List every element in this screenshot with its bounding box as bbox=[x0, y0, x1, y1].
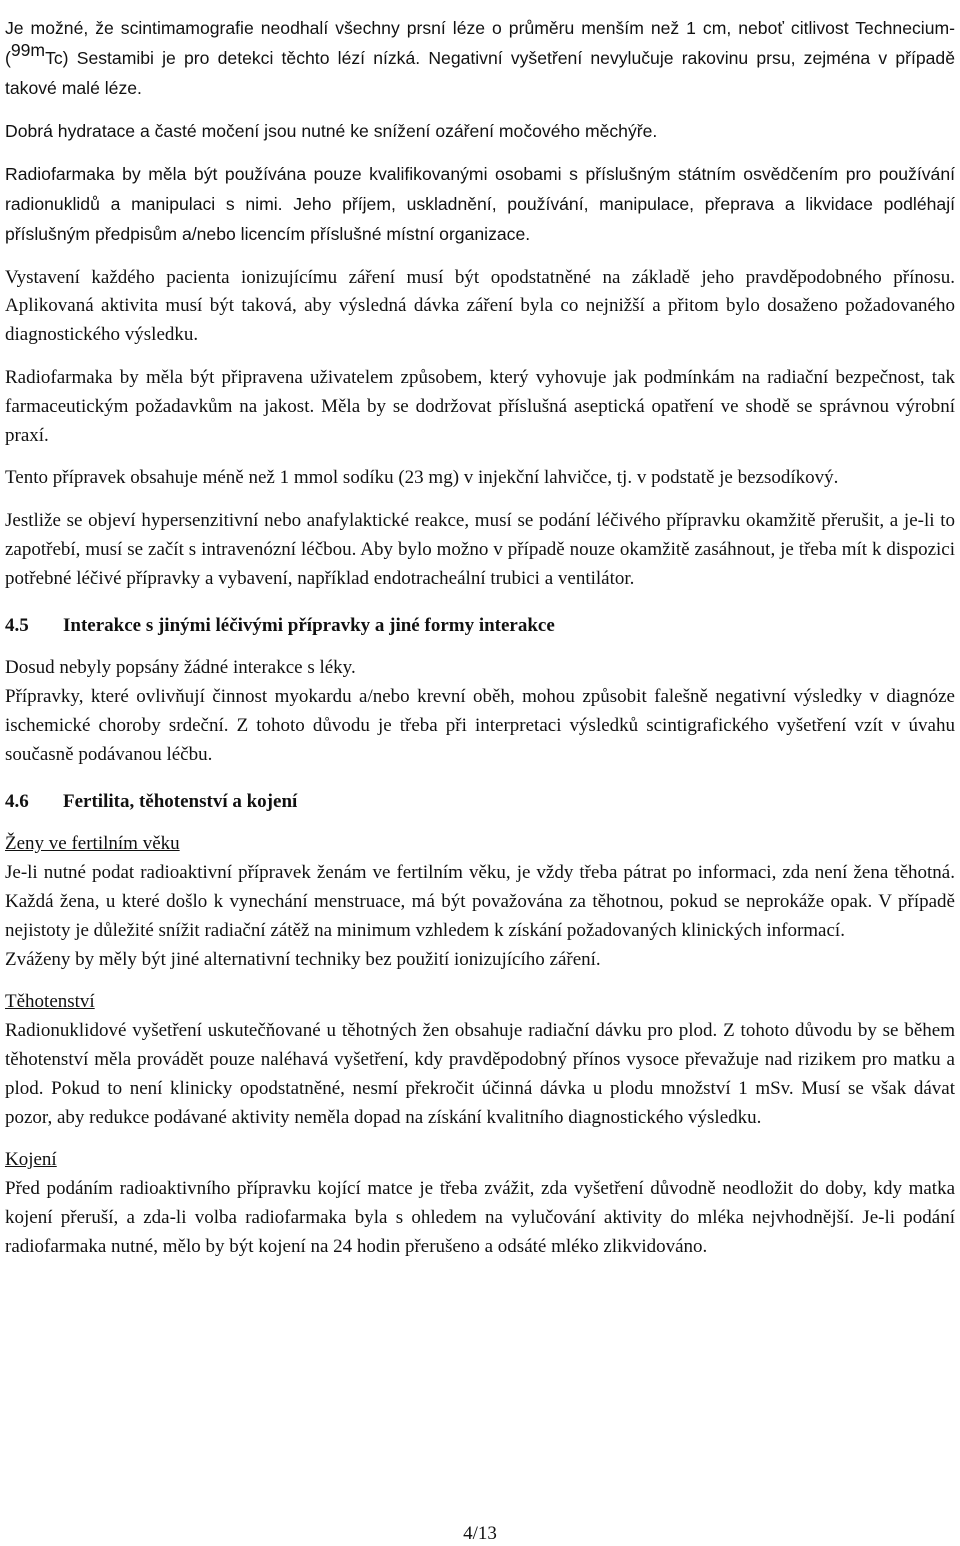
women-paragraph-2: Zváženy by měly být jiné alternativní techniky bez použití ionizujícího záření. bbox=[5, 948, 601, 970]
document-page bbox=[5, 14, 955, 1261]
page-number: 4/13 bbox=[463, 1523, 497, 1544]
section-number: 4.5 bbox=[5, 614, 29, 636]
section-number: 4.6 bbox=[5, 790, 29, 812]
radiopharma-text-b: Jeho příjem, uskladnění, používání, manipulace, přeprava a likvidace podléhají příslušným předpisům a/nebo licencím příslušné místní organizace. bbox=[5, 193, 955, 244]
intro-text-a: Je možné, že scintimamografie neodhalí všechny prsní léze o průměru menším než 1 cm, neboť citlivost Technecium-( bbox=[5, 18, 955, 68]
section-4-5-heading bbox=[5, 612, 955, 641]
radiopharma-paragraph bbox=[5, 160, 955, 249]
section-title: Interakce s jinými léčivými přípravky a jiné formy interakce bbox=[63, 614, 555, 636]
preparation-paragraph: Radiofarmaka by měla být připravena uživatelem způsobem, který vyhovuje jak podmínkám na radiační bezpečnost, tak farmaceutickým požadavkům na jakost. Měla by se dodržovat příslušná aseptická opatření ve shodě se správnou výrobní praxí. bbox=[5, 366, 955, 446]
exposure-paragraph: Vystavení každého pacienta ionizujícímu záření musí být opodstatněné na základě jeho pravděpodobného přínosu. Aplikovaná aktivita musí být taková, aby výsledná dávka záření byla co nejnižší a přitom bylo dosaženo požadovaného diagnostického výsledku. bbox=[5, 266, 955, 346]
women-subheading: Ženy ve fertilním věku bbox=[5, 833, 180, 855]
isotope-superscript: 99m bbox=[10, 39, 46, 60]
section-4-6-heading bbox=[5, 788, 955, 817]
breastfeeding-paragraph: Před podáním radioaktivního přípravku kojící matce je třeba zvážit, zda vyšetření důvodně neodložit do doby, kdy matka kojení přeruší, a zda-li volba radiofarmaka byla s ohledem na vylučování aktivity do mléka nejvhodnější. Je-li podání radiofarmaka nutné, mělo by být kojení na 24 hodin přerušeno a odsáté mléko zlikvidováno. bbox=[5, 1178, 955, 1257]
pregnancy-subheading: Těhotenství bbox=[5, 991, 95, 1013]
radiopharma-text-a: Radiofarmaka by měla být používána pouze kvalifikovanými osobami s příslušným státním osvědčením pro používání radionuklidů a manipulaci s nimi. bbox=[5, 164, 955, 214]
hypersensitivity-paragraph: Jestliže se objeví hypersenzitivní nebo anafylaktické reakce, musí se podání léčivého přípravku okamžitě přerušit, a je-li to zapotřebí, musí se začít s intravenózní léčbou. Aby bylo možno v případě nouze okamžitě zasáhnout, je třeba mít k dispozici potřebné léčivé přípravky a vybavení, například endotracheální trubici a ventilátor. bbox=[5, 510, 955, 589]
women-paragraph: Je-li nutné podat radioaktivní přípravek ženám ve fertilním věku, je vždy třeba pátrat po informaci, zda není žena těhotná. Každá žena, u které došlo k vynechání menstruace, má být považována za těhotnou, pokud se neprokáže opak. V případě nejistoty je důležité snížit radiační zátěž na minimum vzhledem k získání požadovaných klinických informací. bbox=[5, 862, 955, 941]
sodium-paragraph: Tento přípravek obsahuje méně než 1 mmol sodíku (23 mg) v injekční lahvičce, tj. v podstatě je bezsodíkový. bbox=[5, 467, 839, 489]
section-title: Fertilita, těhotenství a kojení bbox=[63, 790, 298, 812]
pregnancy-paragraph: Radionuklidové vyšetření uskutečňované u těhotných žen obsahuje radiační dávku pro plod. Z tohoto důvodu by se během těhotenství měla provádět pouze naléhavá vyšetření, kdy pravděpodobný přínos vysoce převažuje nad rizikem pro matku a plod. Pokud to není klinicky opodstatněné, nesmí překročit účinná dávka u plodu množství 1 mSv. Musí se však dávat pozor, aby redukce podávané aktivity neměla dopad na získání kvalitního diagnostického výsledku. bbox=[5, 1020, 955, 1128]
breastfeeding-subheading: Kojení bbox=[5, 1149, 57, 1171]
interactions-paragraph-2: Přípravky, které ovlivňují činnost myokardu a/nebo krevní oběh, mohou způsobit falešně negativní výsledky v diagnóze ischemické choroby srdeční. Z tohoto důvodu je třeba při interpretaci výsledků scintigrafického vyšetření vzít v úvahu současně podávanou léčbu. bbox=[5, 686, 955, 765]
intro-text-b: Tc) Sestamibi je pro detekci těchto lézí nízká. Negativní vyšetření nevylučuje rakovinu prsu, zejména v případě takové malé léze. bbox=[5, 47, 955, 98]
hydration-paragraph: Dobrá hydratace a časté močení jsou nutné ke snížení ozáření močového měchýře. bbox=[5, 121, 658, 142]
intro-paragraph bbox=[5, 14, 955, 103]
interactions-paragraph-1: Dosud nebyly popsány žádné interakce s léky. bbox=[5, 657, 356, 679]
